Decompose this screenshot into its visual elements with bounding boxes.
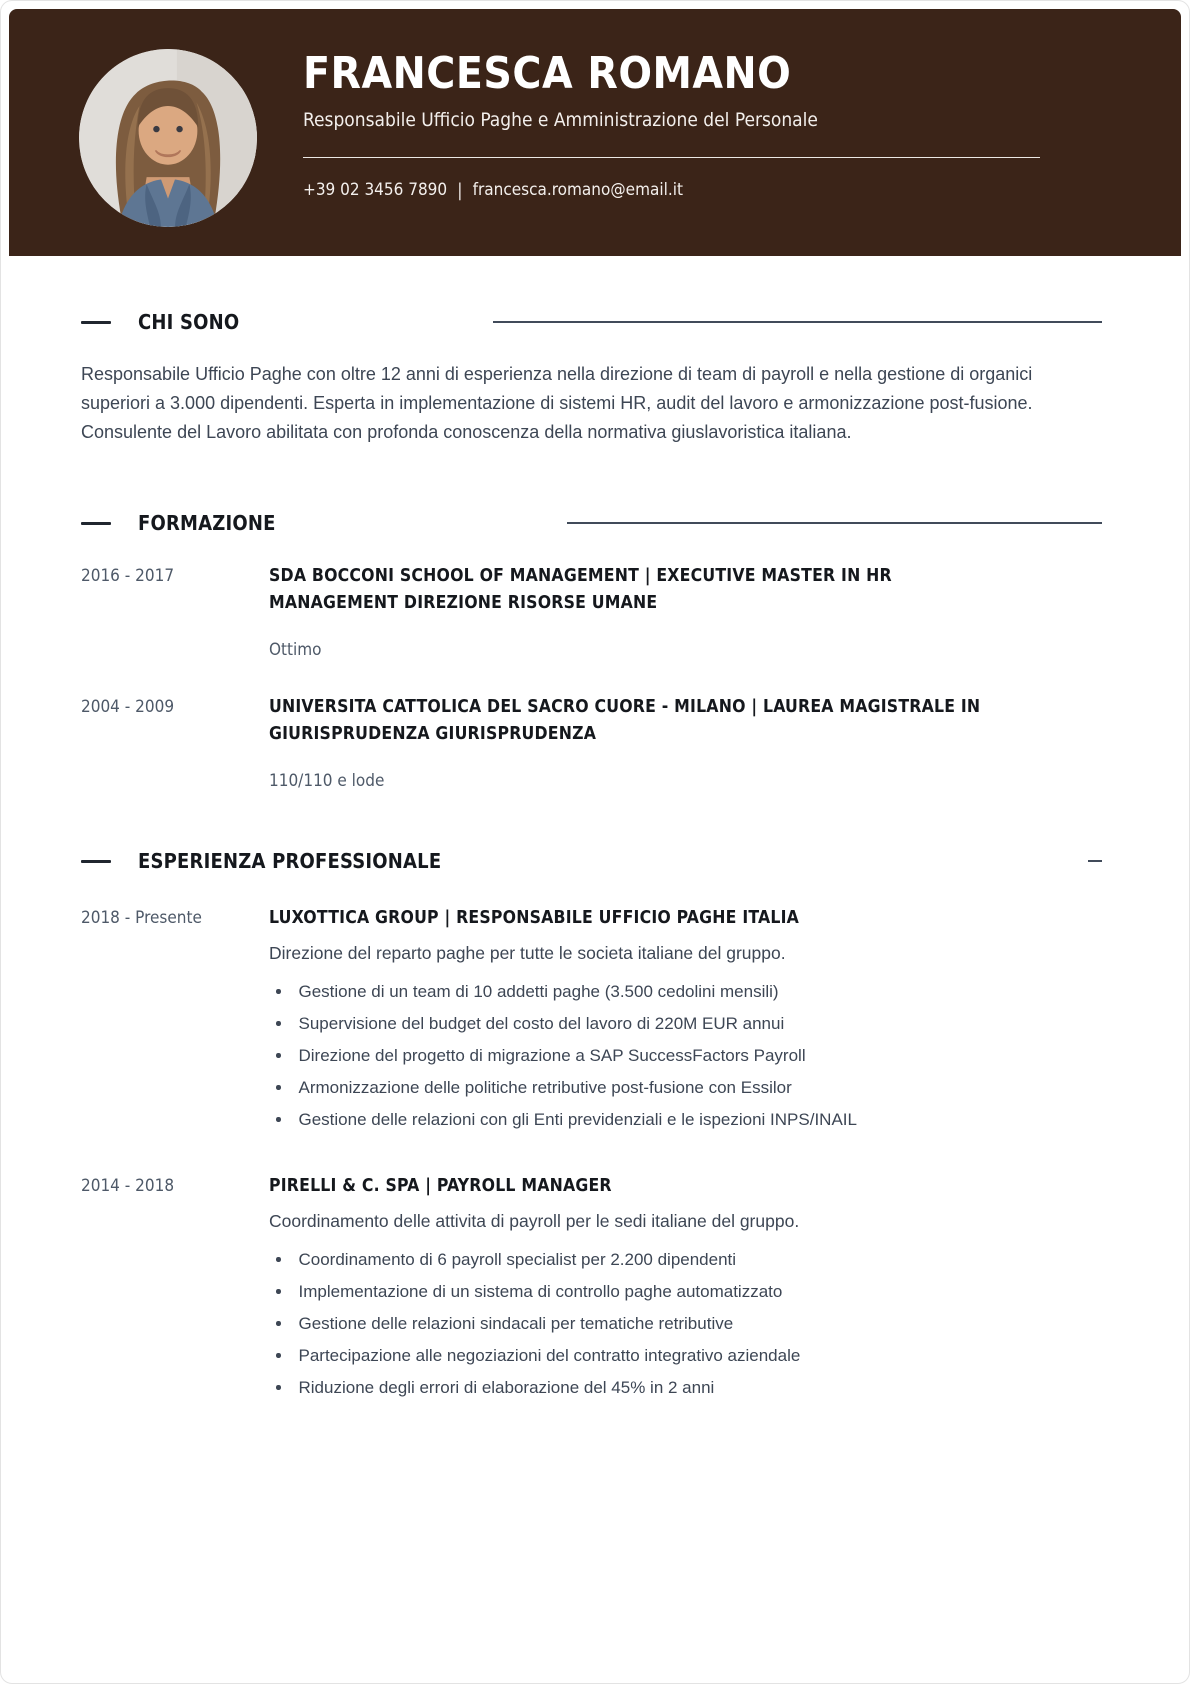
experience-bullet-list bbox=[269, 981, 1102, 1130]
contact-separator: | bbox=[457, 179, 463, 201]
bullet-item bbox=[276, 1077, 1102, 1098]
section-rule bbox=[493, 321, 1102, 323]
bullet-icon bbox=[276, 1257, 281, 1262]
bullet-label: Coordinamento di 6 payroll specialist per 2.200 dipendenti bbox=[298, 1250, 737, 1269]
section-about-header bbox=[81, 310, 1102, 334]
experience-content bbox=[269, 1173, 1102, 1409]
experience-dates: 2014 - 2018 bbox=[81, 1176, 175, 1196]
section-about-title: CHI SONO bbox=[138, 310, 240, 334]
phone-number: +39 02 3456 7890 bbox=[303, 180, 448, 201]
education-entry bbox=[81, 694, 1102, 791]
resume-header bbox=[9, 9, 1181, 256]
bullet-item bbox=[276, 1377, 1102, 1398]
person-name: FRANCESCA ROMANO bbox=[303, 48, 792, 99]
bullet-item bbox=[276, 1345, 1102, 1366]
bullet-item bbox=[276, 1313, 1102, 1334]
bullet-label: Supervisione del budget del costo del lavoro di 220M EUR annui bbox=[298, 1014, 785, 1033]
bullet-item bbox=[276, 1109, 1102, 1130]
avatar bbox=[79, 49, 257, 227]
section-experience bbox=[81, 849, 1102, 1409]
section-experience-header bbox=[81, 849, 1102, 873]
bullet-icon bbox=[276, 1085, 281, 1090]
education-content bbox=[269, 563, 1102, 660]
education-dates: 2004 - 2009 bbox=[81, 697, 175, 717]
education-degree-title: SDA BOCCONI SCHOOL OF MANAGEMENT | EXECUTIVE MASTER IN HR MANAGEMENT DIREZIONE RISORSE UMANE bbox=[269, 566, 892, 613]
bullet-label: Riduzione degli errori di elaborazione del 45% in 2 anni bbox=[298, 1378, 715, 1397]
experience-content bbox=[269, 905, 1102, 1141]
heading-dash-icon bbox=[81, 860, 111, 863]
experience-bullet-list bbox=[269, 1249, 1102, 1398]
bullet-label: Gestione di un team di 10 addetti paghe (3.500 cedolini mensili) bbox=[298, 982, 779, 1001]
about-paragraph: Responsabile Ufficio Paghe con oltre 12 anni di esperienza nella direzione di team di payroll e nella gestione di organici superiori a 3.000 dipendenti. Esperta in implementazione di sistemi HR, audit del lavoro e armonizzazione post-fusione. Consulente del Lavoro abilitata con profonda conoscenza della normativa giuslavoristica italiana. bbox=[81, 364, 1033, 442]
bullet-label: Implementazione di un sistema di controllo paghe automatizzato bbox=[298, 1282, 783, 1301]
section-education-title: FORMAZIONE bbox=[138, 511, 276, 535]
bullet-label: Direzione del progetto di migrazione a SAP SuccessFactors Payroll bbox=[298, 1046, 806, 1065]
bullet-label: Armonizzazione delle politiche retributive post-fusione con Essilor bbox=[298, 1078, 792, 1097]
bullet-icon bbox=[276, 1021, 281, 1026]
heading-dash-icon bbox=[81, 522, 111, 525]
bullet-item bbox=[276, 1249, 1102, 1270]
education-grade: 110/110 e lode bbox=[269, 771, 385, 791]
section-experience-title: ESPERIENZA PROFESSIONALE bbox=[138, 849, 442, 873]
bullet-icon bbox=[276, 1321, 281, 1326]
profile-photo-illustration bbox=[79, 49, 257, 227]
bullet-item bbox=[276, 1045, 1102, 1066]
experience-entry bbox=[81, 905, 1102, 1141]
section-rule bbox=[1088, 860, 1102, 862]
education-entry bbox=[81, 563, 1102, 660]
bullet-item bbox=[276, 981, 1102, 1002]
bullet-icon bbox=[276, 1385, 281, 1390]
bullet-label: Gestione delle relazioni sindacali per tematiche retributive bbox=[298, 1314, 734, 1333]
education-grade: Ottimo bbox=[269, 640, 322, 660]
experience-dates: 2018 - Presente bbox=[81, 908, 202, 928]
header-text-block bbox=[303, 9, 1040, 201]
section-about bbox=[81, 310, 1102, 447]
bullet-label: Partecipazione alle negoziazioni del contratto integrativo aziendale bbox=[298, 1346, 801, 1365]
experience-entry bbox=[81, 1173, 1102, 1409]
person-job-title: Responsabile Ufficio Paghe e Amministrazione del Personale bbox=[303, 109, 818, 132]
bullet-label: Gestione delle relazioni con gli Enti previdenziali e le ispezioni INPS/INAIL bbox=[298, 1110, 857, 1129]
experience-role-title: PIRELLI & C. SPA | PAYROLL MANAGER bbox=[269, 1176, 612, 1196]
bullet-item bbox=[276, 1013, 1102, 1034]
bullet-icon bbox=[276, 989, 281, 994]
bullet-icon bbox=[276, 1353, 281, 1358]
heading-dash-icon bbox=[81, 321, 111, 324]
bullet-item bbox=[276, 1281, 1102, 1302]
experience-summary: Direzione del reparto paghe per tutte le societa italiane del gruppo. bbox=[269, 943, 786, 963]
resume-body bbox=[1, 256, 1189, 1409]
bullet-icon bbox=[276, 1289, 281, 1294]
contact-line bbox=[303, 180, 1040, 201]
email-address: francesca.romano@email.it bbox=[472, 180, 683, 201]
experience-summary: Coordinamento delle attivita di payroll per le sedi italiane del gruppo. bbox=[269, 1211, 800, 1231]
experience-role-title: LUXOTTICA GROUP | RESPONSABILE UFFICIO PAGHE ITALIA bbox=[269, 908, 800, 928]
education-dates: 2016 - 2017 bbox=[81, 566, 175, 586]
section-education-header bbox=[81, 511, 1102, 535]
education-degree-title: UNIVERSITA CATTOLICA DEL SACRO CUORE - MILANO | LAUREA MAGISTRALE IN GIURISPRUDENZA GIURISPRUDENZA bbox=[269, 697, 981, 744]
section-education bbox=[81, 511, 1102, 791]
bullet-icon bbox=[276, 1053, 281, 1058]
education-content bbox=[269, 694, 1102, 791]
bullet-icon bbox=[276, 1117, 281, 1122]
section-rule bbox=[567, 522, 1102, 524]
header-divider bbox=[303, 157, 1040, 158]
